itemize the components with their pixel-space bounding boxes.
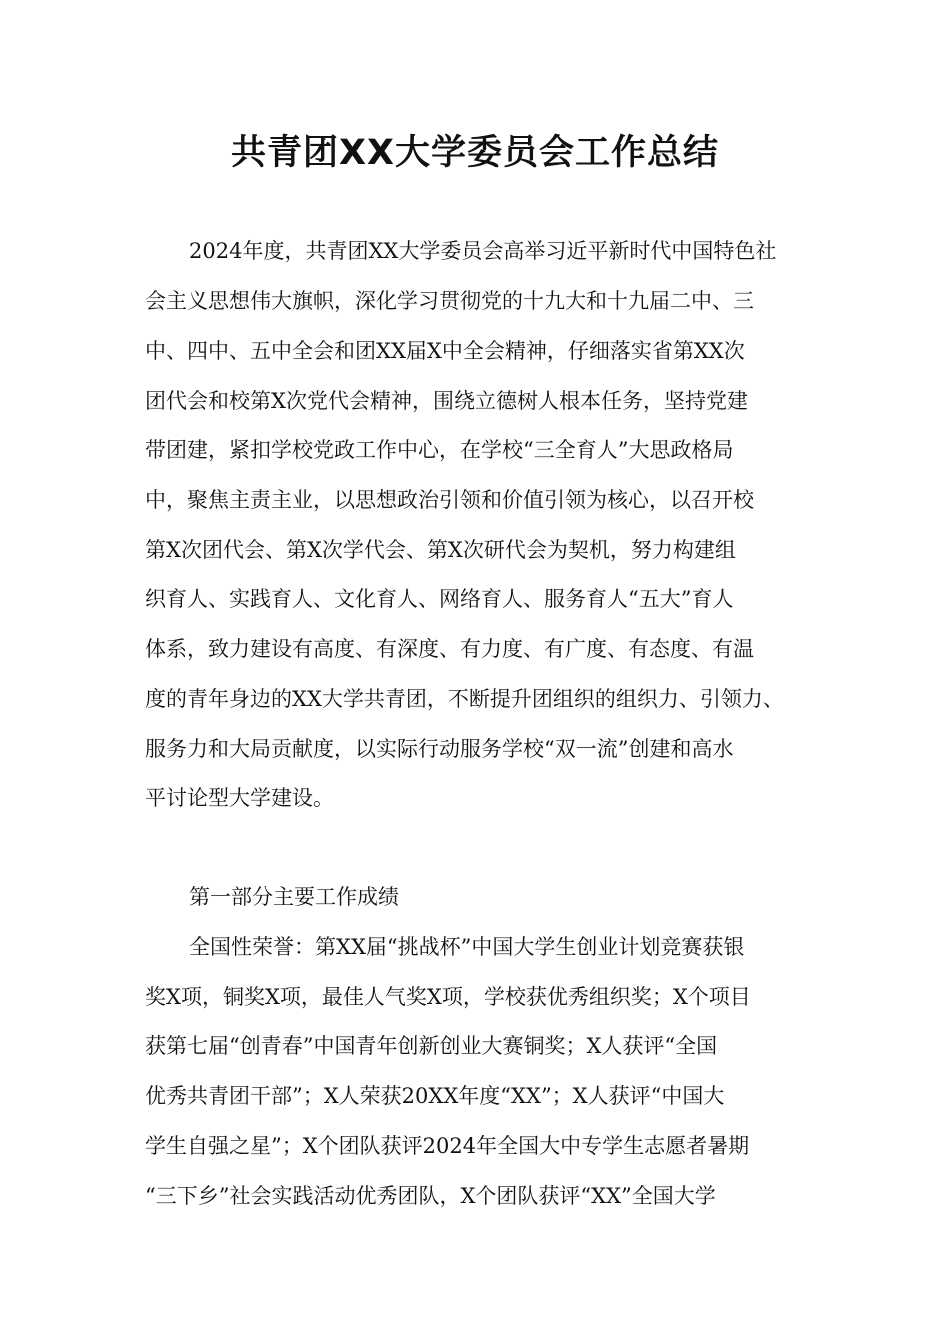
paragraph-3-line-5: 学生自强之星”；X个团队获评2024年全国大中专学生志愿者暑期	[145, 1134, 750, 1158]
paragraph-3-line-1: 全国性荣誉：第XX届“挑战杯”中国大学生创业计划竞赛获银	[189, 935, 745, 959]
paragraph-1-line-12: 平讨论型大学建设。	[145, 786, 334, 810]
paragraph-1-line-10: 度的青年身边的XX大学共青团，不断提升团组织的组织力、引领力、	[145, 687, 784, 711]
paragraph-1-line-7: 第X次团代会、第X次学代会、第X次研代会为契机，努力构建组	[145, 538, 736, 562]
section-heading: 第一部分主要工作成绩	[189, 885, 399, 909]
document-title: 共青团XX大学委员会工作总结	[231, 133, 719, 173]
paragraph-1-line-2: 会主义思想伟大旗帜，深化学习贯彻党的十九大和十九届二中、三	[145, 289, 754, 313]
paragraph-1-line-4: 团代会和校第X次党代会精神，围绕立德树人根本任务，坚持党建	[145, 389, 748, 413]
paragraph-3-line-6: “三下乡”社会实践活动优秀团队，X个团队获评“XX”全国大学	[145, 1184, 716, 1208]
paragraph-1-line-3: 中、四中、五中全会和团XX届X中全会精神，仔细落实省第XX次	[145, 339, 745, 363]
paragraph-1-line-5: 带团建，紧扣学校党政工作中心，在学校“三全育人”大思政格局	[145, 438, 734, 462]
paragraph-3-line-2: 奖X项，铜奖X项，最佳人气奖X项，学校获优秀组织奖；X个项目	[145, 985, 751, 1009]
paragraph-1-line-6: 中，聚焦主责主业，以思想政治引领和价值引领为核心，以召开校	[145, 488, 754, 512]
paragraph-1-line-1: 2024年度，共青团XX大学委员会高举习近平新时代中国特色社	[189, 239, 777, 263]
paragraph-1-line-11: 服务力和大局贡献度，以实际行动服务学校“双一流”创建和高水	[145, 737, 734, 761]
paragraph-1-line-9: 体系，致力建设有高度、有深度、有力度、有广度、有态度、有温	[145, 637, 754, 661]
paragraph-1-line-8: 织育人、实践育人、文化育人、网络育人、服务育人“五大”育人	[145, 587, 734, 611]
paragraph-3-line-3: 获第七届“创青春”中国青年创新创业大赛铜奖；X人获评“全国	[145, 1034, 718, 1058]
paragraph-3-line-4: 优秀共青团干部”；X人荣获20XX年度“XX”；X人获评“中国大	[145, 1084, 725, 1108]
